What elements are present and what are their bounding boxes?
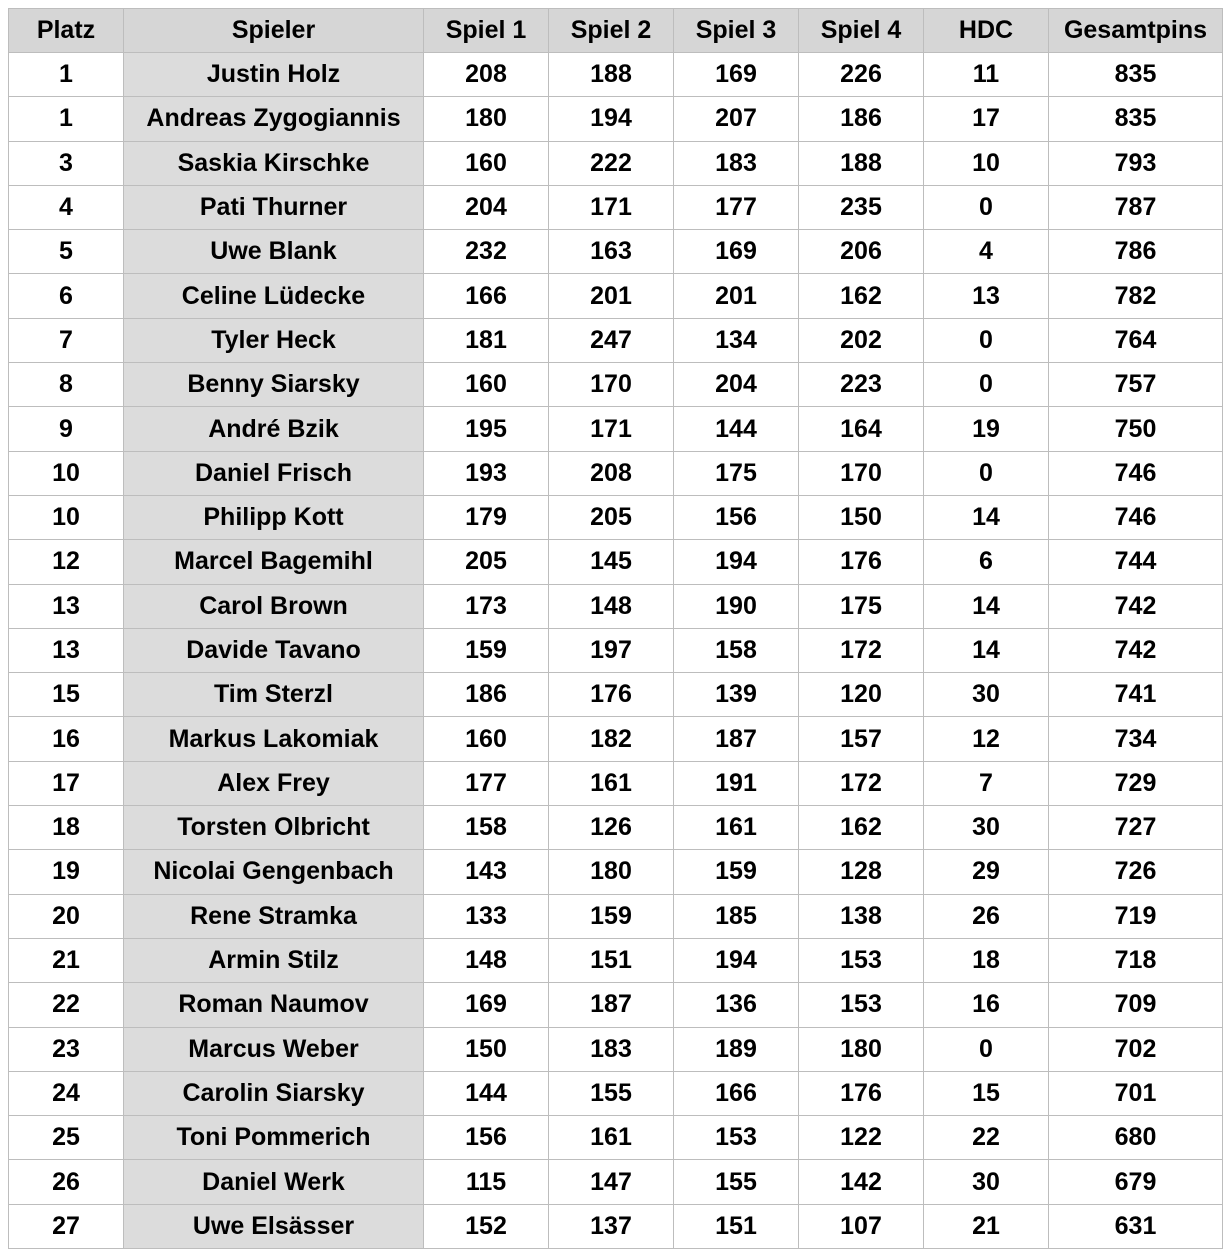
platz-cell: 7	[9, 318, 124, 362]
table-row	[9, 806, 1223, 850]
gesamtpins-cell: 726	[1049, 850, 1223, 894]
platz-cell: 3	[9, 141, 124, 185]
hdc-cell: 21	[924, 1204, 1049, 1248]
spieler-cell: Carolin Siarsky	[124, 1071, 424, 1115]
table-row	[9, 894, 1223, 938]
spiel-2-cell: 197	[549, 628, 674, 672]
table-row	[9, 1071, 1223, 1115]
table-row	[9, 983, 1223, 1027]
spiel-4-cell: 142	[799, 1160, 924, 1204]
table-row	[9, 673, 1223, 717]
spiel-3-cell: 136	[674, 983, 799, 1027]
platz-cell: 26	[9, 1160, 124, 1204]
table-row	[9, 1116, 1223, 1160]
spieler-cell: Markus Lakomiak	[124, 717, 424, 761]
gesamtpins-cell: 729	[1049, 761, 1223, 805]
table-row	[9, 363, 1223, 407]
platz-cell: 17	[9, 761, 124, 805]
gesamtpins-cell: 718	[1049, 938, 1223, 982]
spiel-1-cell: 204	[424, 185, 549, 229]
spiel-1-cell: 158	[424, 806, 549, 850]
spiel-3-cell: 134	[674, 318, 799, 362]
spiel-4-cell: 180	[799, 1027, 924, 1071]
table-row	[9, 451, 1223, 495]
gesamtpins-cell: 750	[1049, 407, 1223, 451]
platz-cell: 23	[9, 1027, 124, 1071]
spieler-cell: Justin Holz	[124, 53, 424, 97]
hdc-cell: 0	[924, 318, 1049, 362]
spiel-1-cell: 150	[424, 1027, 549, 1071]
spiel-2-cell: 161	[549, 1116, 674, 1160]
spiel-4-cell: 188	[799, 141, 924, 185]
spieler-cell: Toni Pommerich	[124, 1116, 424, 1160]
spieler-cell: Nicolai Gengenbach	[124, 850, 424, 894]
spiel-3-cell: 177	[674, 185, 799, 229]
hdc-cell: 30	[924, 1160, 1049, 1204]
spieler-cell: Armin Stilz	[124, 938, 424, 982]
spiel-4-cell: 176	[799, 540, 924, 584]
spiel-4-cell: 107	[799, 1204, 924, 1248]
spiel-4-cell: 120	[799, 673, 924, 717]
platz-cell: 9	[9, 407, 124, 451]
spiel-4-cell: 202	[799, 318, 924, 362]
spiel-2-cell: 194	[549, 97, 674, 141]
spiel-4-cell: 186	[799, 97, 924, 141]
spiel-2-cell: 147	[549, 1160, 674, 1204]
gesamtpins-cell: 746	[1049, 495, 1223, 539]
gesamtpins-cell: 742	[1049, 584, 1223, 628]
gesamtpins-cell: 787	[1049, 185, 1223, 229]
spiel-4-cell: 122	[799, 1116, 924, 1160]
platz-cell: 10	[9, 451, 124, 495]
platz-cell: 10	[9, 495, 124, 539]
spiel-2-cell: 137	[549, 1204, 674, 1248]
spiel-2-cell: 180	[549, 850, 674, 894]
table-row	[9, 850, 1223, 894]
gesamtpins-cell: 793	[1049, 141, 1223, 185]
spiel-3-cell: 161	[674, 806, 799, 850]
gesamtpins-cell: 680	[1049, 1116, 1223, 1160]
spiel-1-cell: 177	[424, 761, 549, 805]
spiel-1-cell: 205	[424, 540, 549, 584]
spiel-3-cell: 207	[674, 97, 799, 141]
table-row	[9, 1204, 1223, 1248]
hdc-cell: 16	[924, 983, 1049, 1027]
hdc-cell: 6	[924, 540, 1049, 584]
spiel-2-cell: 163	[549, 230, 674, 274]
table-row	[9, 230, 1223, 274]
spieler-cell: Marcel Bagemihl	[124, 540, 424, 584]
spiel-4-cell: 157	[799, 717, 924, 761]
spiel-3-cell: 169	[674, 230, 799, 274]
table-row	[9, 717, 1223, 761]
platz-cell: 24	[9, 1071, 124, 1115]
spiel-1-cell: 186	[424, 673, 549, 717]
gesamtpins-cell: 835	[1049, 97, 1223, 141]
spiel-1-cell: 173	[424, 584, 549, 628]
header-row	[9, 9, 1223, 53]
spiel-3-cell: 187	[674, 717, 799, 761]
gesamtpins-cell: 782	[1049, 274, 1223, 318]
spieler-cell: Marcus Weber	[124, 1027, 424, 1071]
hdc-cell: 14	[924, 584, 1049, 628]
header-gesamtpins: Gesamtpins	[1049, 9, 1223, 53]
spiel-3-cell: 156	[674, 495, 799, 539]
hdc-cell: 15	[924, 1071, 1049, 1115]
spiel-2-cell: 145	[549, 540, 674, 584]
spiel-1-cell: 115	[424, 1160, 549, 1204]
spiel-3-cell: 153	[674, 1116, 799, 1160]
spiel-4-cell: 150	[799, 495, 924, 539]
spieler-cell: Celine Lüdecke	[124, 274, 424, 318]
header-spieler: Spieler	[124, 9, 424, 53]
platz-cell: 20	[9, 894, 124, 938]
spiel-3-cell: 155	[674, 1160, 799, 1204]
header-spiel-1: Spiel 1	[424, 9, 549, 53]
spieler-cell: Philipp Kott	[124, 495, 424, 539]
spieler-cell: Daniel Werk	[124, 1160, 424, 1204]
platz-cell: 16	[9, 717, 124, 761]
spieler-cell: Uwe Blank	[124, 230, 424, 274]
spiel-1-cell: 152	[424, 1204, 549, 1248]
hdc-cell: 30	[924, 806, 1049, 850]
spiel-4-cell: 235	[799, 185, 924, 229]
platz-cell: 13	[9, 584, 124, 628]
gesamtpins-cell: 764	[1049, 318, 1223, 362]
table-row	[9, 938, 1223, 982]
table-row	[9, 97, 1223, 141]
table-row	[9, 141, 1223, 185]
gesamtpins-cell: 786	[1049, 230, 1223, 274]
spiel-2-cell: 205	[549, 495, 674, 539]
platz-cell: 21	[9, 938, 124, 982]
platz-cell: 13	[9, 628, 124, 672]
spiel-3-cell: 169	[674, 53, 799, 97]
gesamtpins-cell: 746	[1049, 451, 1223, 495]
table-row	[9, 1027, 1223, 1071]
platz-cell: 8	[9, 363, 124, 407]
spiel-3-cell: 204	[674, 363, 799, 407]
platz-cell: 15	[9, 673, 124, 717]
spiel-2-cell: 188	[549, 53, 674, 97]
header-spiel-3: Spiel 3	[674, 9, 799, 53]
spiel-4-cell: 226	[799, 53, 924, 97]
platz-cell: 22	[9, 983, 124, 1027]
spiel-1-cell: 193	[424, 451, 549, 495]
spiel-3-cell: 201	[674, 274, 799, 318]
spieler-cell: Daniel Frisch	[124, 451, 424, 495]
hdc-cell: 29	[924, 850, 1049, 894]
spiel-2-cell: 208	[549, 451, 674, 495]
spiel-1-cell: 169	[424, 983, 549, 1027]
spiel-1-cell: 143	[424, 850, 549, 894]
platz-cell: 1	[9, 53, 124, 97]
hdc-cell: 0	[924, 1027, 1049, 1071]
platz-cell: 4	[9, 185, 124, 229]
gesamtpins-cell: 719	[1049, 894, 1223, 938]
spiel-2-cell: 126	[549, 806, 674, 850]
spiel-4-cell: 172	[799, 628, 924, 672]
spiel-1-cell: 181	[424, 318, 549, 362]
spiel-2-cell: 148	[549, 584, 674, 628]
spiel-4-cell: 206	[799, 230, 924, 274]
spieler-cell: Torsten Olbricht	[124, 806, 424, 850]
header-platz: Platz	[9, 9, 124, 53]
spiel-3-cell: 159	[674, 850, 799, 894]
spieler-cell: Carol Brown	[124, 584, 424, 628]
results-table	[8, 8, 1223, 1249]
spiel-2-cell: 151	[549, 938, 674, 982]
spiel-4-cell: 138	[799, 894, 924, 938]
spiel-3-cell: 189	[674, 1027, 799, 1071]
spiel-2-cell: 171	[549, 185, 674, 229]
table-row	[9, 53, 1223, 97]
gesamtpins-cell: 757	[1049, 363, 1223, 407]
spieler-cell: Saskia Kirschke	[124, 141, 424, 185]
spiel-2-cell: 176	[549, 673, 674, 717]
spieler-cell: Pati Thurner	[124, 185, 424, 229]
header-spiel-4: Spiel 4	[799, 9, 924, 53]
spiel-1-cell: 160	[424, 141, 549, 185]
spiel-1-cell: 156	[424, 1116, 549, 1160]
platz-cell: 1	[9, 97, 124, 141]
table-row	[9, 628, 1223, 672]
gesamtpins-cell: 835	[1049, 53, 1223, 97]
gesamtpins-cell: 744	[1049, 540, 1223, 584]
hdc-cell: 14	[924, 628, 1049, 672]
platz-cell: 19	[9, 850, 124, 894]
platz-cell: 12	[9, 540, 124, 584]
spieler-cell: Tim Sterzl	[124, 673, 424, 717]
spiel-4-cell: 162	[799, 274, 924, 318]
spieler-cell: Tyler Heck	[124, 318, 424, 362]
spieler-cell: André Bzik	[124, 407, 424, 451]
spiel-1-cell: 179	[424, 495, 549, 539]
spiel-1-cell: 159	[424, 628, 549, 672]
spiel-4-cell: 176	[799, 1071, 924, 1115]
spiel-2-cell: 247	[549, 318, 674, 362]
spieler-cell: Alex Frey	[124, 761, 424, 805]
hdc-cell: 26	[924, 894, 1049, 938]
gesamtpins-cell: 701	[1049, 1071, 1223, 1115]
platz-cell: 27	[9, 1204, 124, 1248]
spiel-2-cell: 170	[549, 363, 674, 407]
spiel-2-cell: 183	[549, 1027, 674, 1071]
hdc-cell: 18	[924, 938, 1049, 982]
spiel-2-cell: 222	[549, 141, 674, 185]
spiel-3-cell: 139	[674, 673, 799, 717]
spiel-4-cell: 164	[799, 407, 924, 451]
table-row	[9, 274, 1223, 318]
hdc-cell: 0	[924, 451, 1049, 495]
table-body	[9, 53, 1223, 1249]
spiel-1-cell: 166	[424, 274, 549, 318]
table-row	[9, 540, 1223, 584]
spiel-4-cell: 172	[799, 761, 924, 805]
gesamtpins-cell: 741	[1049, 673, 1223, 717]
spiel-1-cell: 144	[424, 1071, 549, 1115]
spiel-4-cell: 170	[799, 451, 924, 495]
spiel-4-cell: 128	[799, 850, 924, 894]
spiel-1-cell: 195	[424, 407, 549, 451]
spiel-3-cell: 144	[674, 407, 799, 451]
spiel-3-cell: 190	[674, 584, 799, 628]
spiel-1-cell: 160	[424, 717, 549, 761]
gesamtpins-cell: 727	[1049, 806, 1223, 850]
spieler-cell: Davide Tavano	[124, 628, 424, 672]
hdc-cell: 14	[924, 495, 1049, 539]
spiel-2-cell: 201	[549, 274, 674, 318]
spiel-1-cell: 232	[424, 230, 549, 274]
spiel-3-cell: 183	[674, 141, 799, 185]
table-row	[9, 318, 1223, 362]
results-table-container	[8, 8, 1223, 1249]
spiel-2-cell: 159	[549, 894, 674, 938]
gesamtpins-cell: 631	[1049, 1204, 1223, 1248]
hdc-cell: 17	[924, 97, 1049, 141]
table-row	[9, 1160, 1223, 1204]
spiel-3-cell: 175	[674, 451, 799, 495]
spiel-3-cell: 194	[674, 938, 799, 982]
spieler-cell: Uwe Elsässer	[124, 1204, 424, 1248]
hdc-cell: 13	[924, 274, 1049, 318]
spieler-cell: Roman Naumov	[124, 983, 424, 1027]
hdc-cell: 7	[924, 761, 1049, 805]
spiel-2-cell: 182	[549, 717, 674, 761]
hdc-cell: 19	[924, 407, 1049, 451]
table-row	[9, 584, 1223, 628]
spiel-1-cell: 133	[424, 894, 549, 938]
spiel-1-cell: 160	[424, 363, 549, 407]
spieler-cell: Rene Stramka	[124, 894, 424, 938]
spiel-4-cell: 175	[799, 584, 924, 628]
platz-cell: 6	[9, 274, 124, 318]
hdc-cell: 12	[924, 717, 1049, 761]
spieler-cell: Benny Siarsky	[124, 363, 424, 407]
gesamtpins-cell: 734	[1049, 717, 1223, 761]
spiel-1-cell: 208	[424, 53, 549, 97]
spiel-4-cell: 223	[799, 363, 924, 407]
table-row	[9, 185, 1223, 229]
table-row	[9, 761, 1223, 805]
spiel-2-cell: 187	[549, 983, 674, 1027]
gesamtpins-cell: 709	[1049, 983, 1223, 1027]
hdc-cell: 30	[924, 673, 1049, 717]
spiel-4-cell: 162	[799, 806, 924, 850]
hdc-cell: 10	[924, 141, 1049, 185]
table-row	[9, 495, 1223, 539]
spiel-2-cell: 161	[549, 761, 674, 805]
spiel-4-cell: 153	[799, 938, 924, 982]
spiel-1-cell: 148	[424, 938, 549, 982]
platz-cell: 5	[9, 230, 124, 274]
spiel-3-cell: 191	[674, 761, 799, 805]
spieler-cell: Andreas Zygogiannis	[124, 97, 424, 141]
hdc-cell: 0	[924, 363, 1049, 407]
hdc-cell: 22	[924, 1116, 1049, 1160]
platz-cell: 18	[9, 806, 124, 850]
spiel-1-cell: 180	[424, 97, 549, 141]
spiel-3-cell: 158	[674, 628, 799, 672]
gesamtpins-cell: 679	[1049, 1160, 1223, 1204]
spiel-2-cell: 155	[549, 1071, 674, 1115]
spiel-4-cell: 153	[799, 983, 924, 1027]
spiel-2-cell: 171	[549, 407, 674, 451]
gesamtpins-cell: 742	[1049, 628, 1223, 672]
spiel-3-cell: 166	[674, 1071, 799, 1115]
table-row	[9, 407, 1223, 451]
header-hdc: HDC	[924, 9, 1049, 53]
spiel-3-cell: 151	[674, 1204, 799, 1248]
spiel-3-cell: 185	[674, 894, 799, 938]
hdc-cell: 0	[924, 185, 1049, 229]
platz-cell: 25	[9, 1116, 124, 1160]
header-spiel-2: Spiel 2	[549, 9, 674, 53]
hdc-cell: 4	[924, 230, 1049, 274]
hdc-cell: 11	[924, 53, 1049, 97]
spiel-3-cell: 194	[674, 540, 799, 584]
gesamtpins-cell: 702	[1049, 1027, 1223, 1071]
